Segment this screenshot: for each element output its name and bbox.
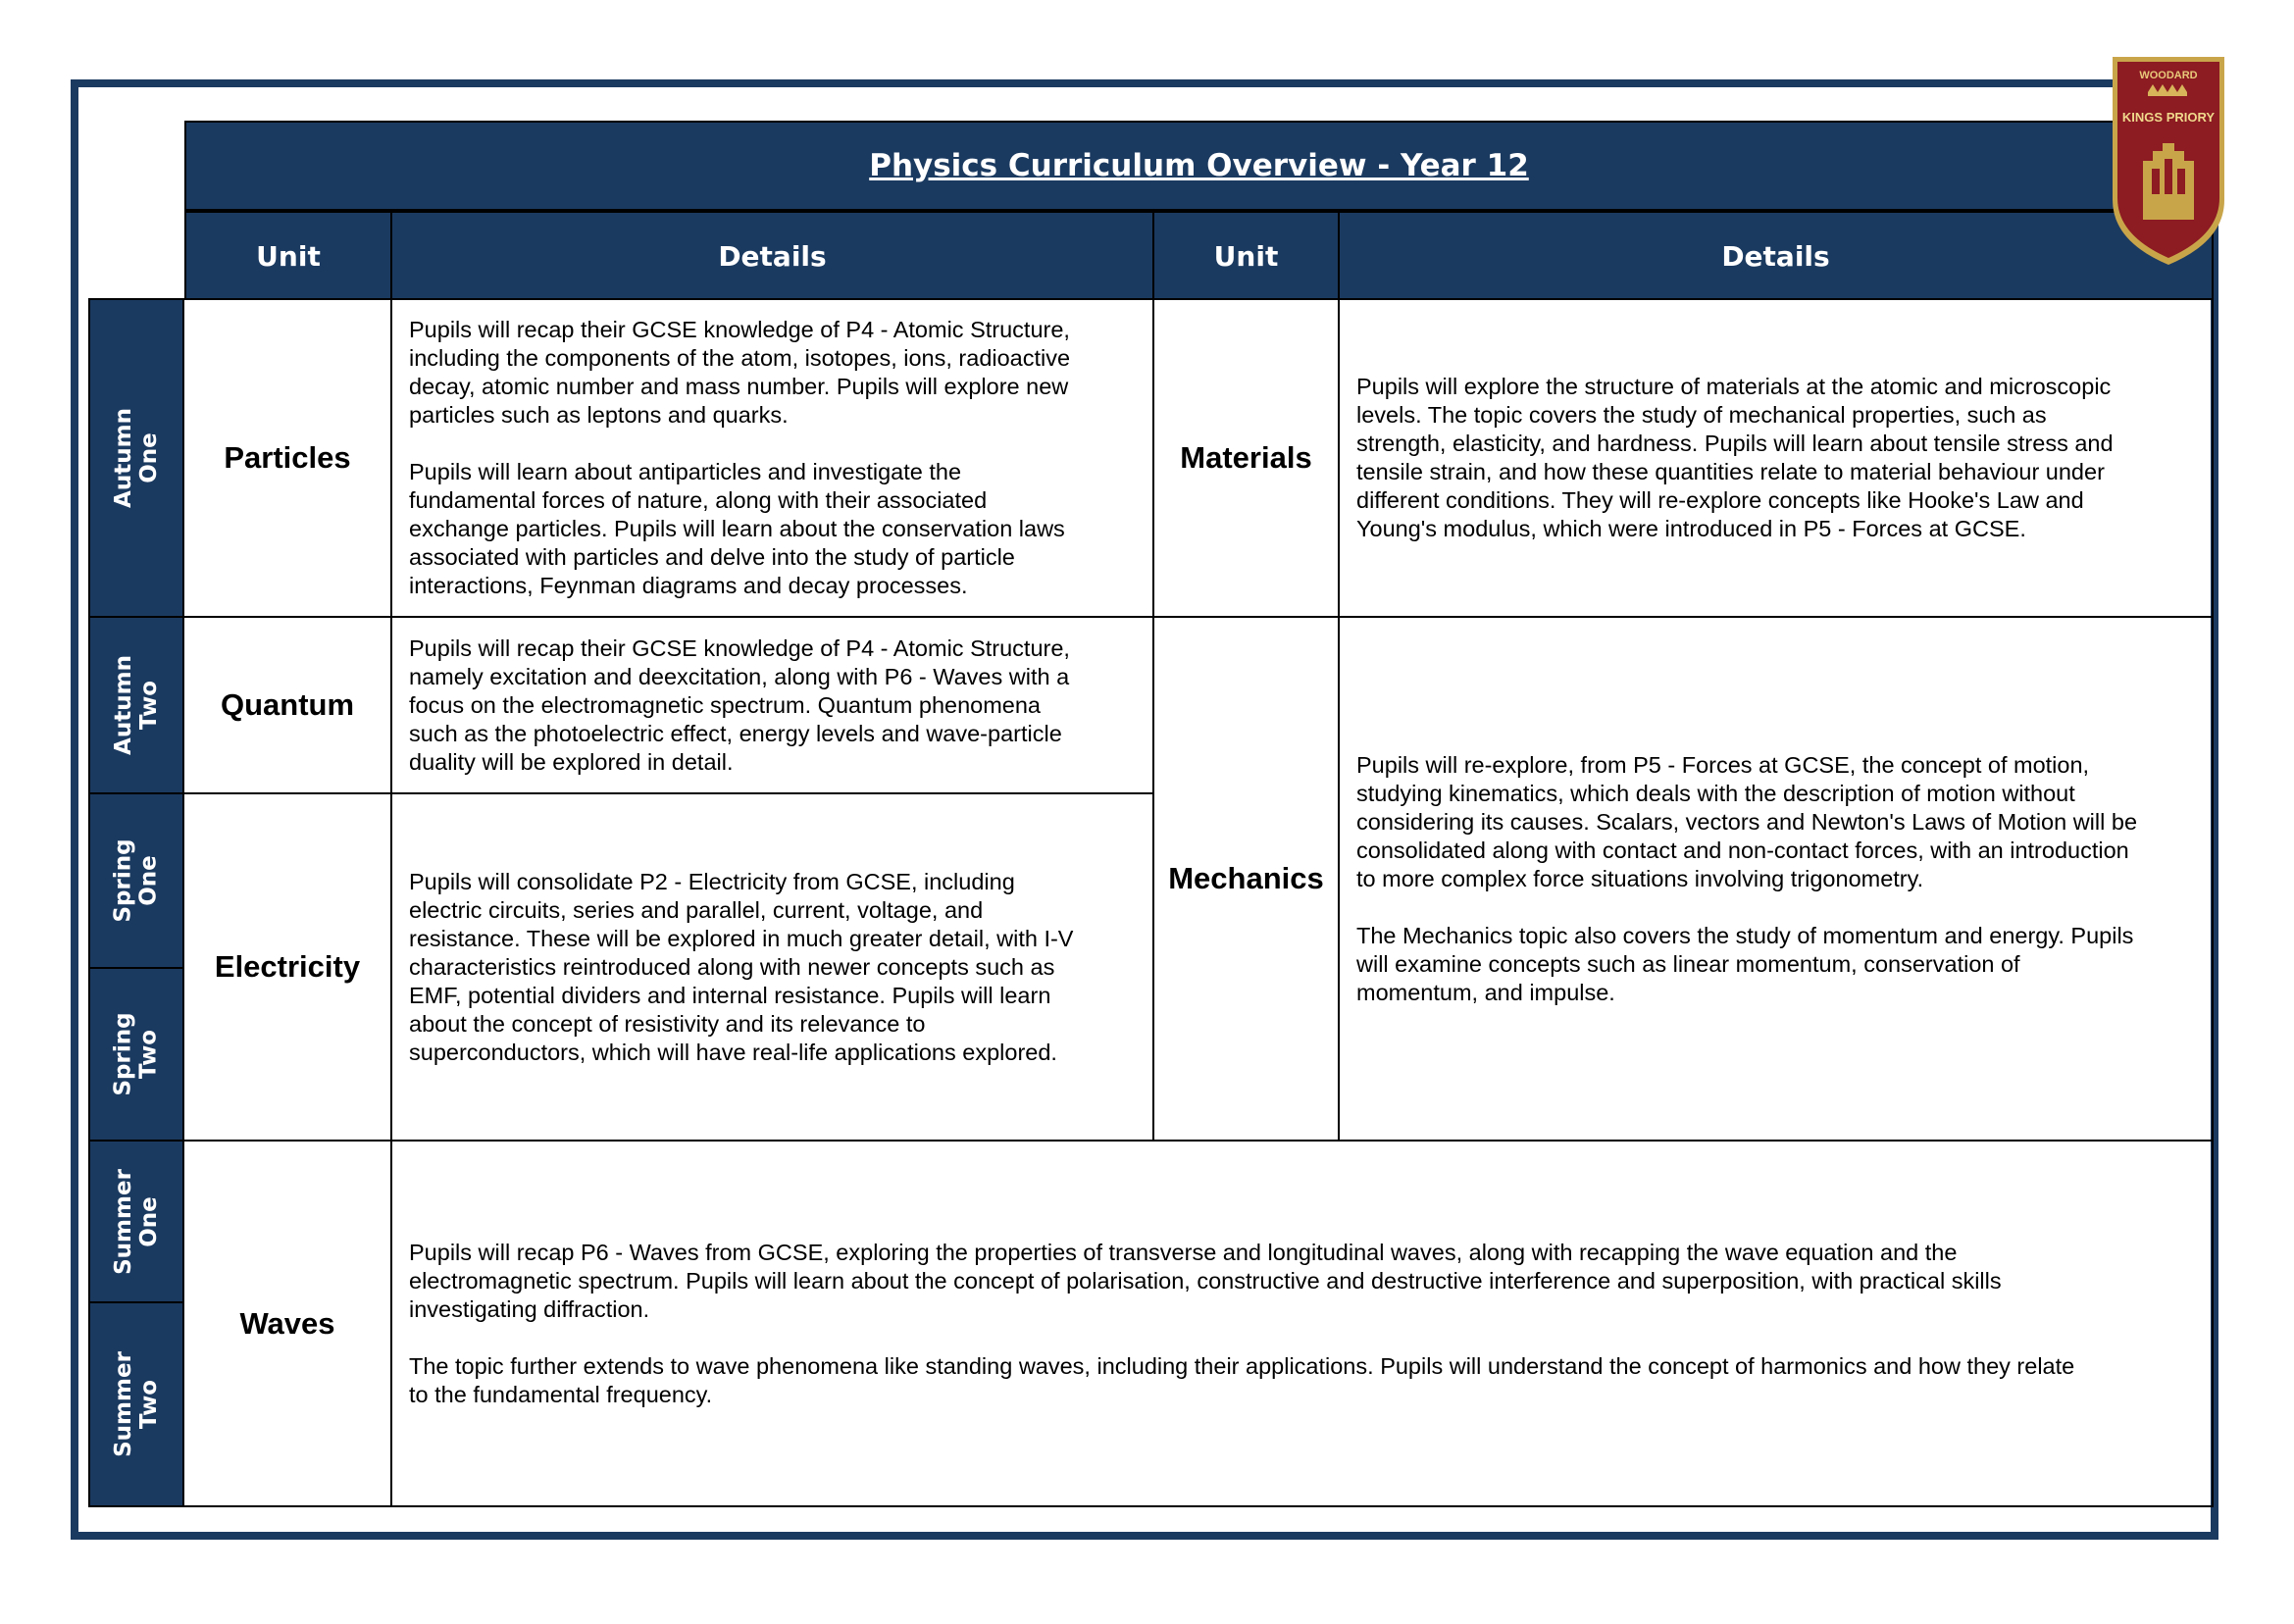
details-electricity (390, 792, 1154, 1142)
term-label: Autumn Two (111, 655, 163, 755)
details-paragraph: The topic further extends to wave phenomena like standing waves, including their applications. Pupils will understand the concept of harmonics and how they relate to the fundamental frequency. (409, 1352, 2075, 1407)
unit-quantum: Quantum (182, 616, 392, 794)
unit-materials: Materials (1152, 298, 1340, 618)
details-mechanics (1338, 616, 2214, 1142)
logo-name: KINGS PRIORY (2121, 110, 2216, 125)
header-unit-1: Unit (184, 211, 392, 300)
term-label: Autumn One (111, 408, 163, 508)
details-materials (1338, 298, 2214, 618)
details-paragraph: Pupils will re-explore, from P5 - Forces at GCSE, the concept of motion, studying kinematics, which deals with the description of motion without considering its causes. Scalars, vectors and Newton's Laws of Motion will be consolidated along with contact and non-contact forces, with an introduction to more complex force situations involving trigonometry. (1356, 751, 2138, 891)
term-label: Spring One (111, 838, 162, 923)
details-particles (390, 298, 1154, 618)
header-details-2: Details (1340, 211, 2214, 300)
term-autumn-one (88, 298, 184, 618)
unit-electricity: Electricity (182, 792, 392, 1142)
details-paragraph: Pupils will recap their GCSE knowledge of P4 - Atomic Structure, including the components of the atom, isotopes, ions, radioactive decay, atomic number and mass number. Pupils will explore new particles such as leptons and quarks. (409, 317, 1071, 428)
curriculum-table (88, 121, 2214, 1507)
term-spring-one (88, 792, 184, 969)
page-title: Physics Curriculum Overview - Year 12 (184, 121, 2214, 211)
term-label: Spring Two (111, 1012, 162, 1096)
details-paragraph: Pupils will explore the structure of materials at the atomic and microscopic levels. The topic covers the study of mechanical properties, such as strength, elasticity, and hardness. Pupils will learn about tensile stress and tensile strain, and how these quantities relate to material behaviour under different conditions. They will re-explore concepts like Hooke's Law and Young's modulus, which were introduced in P5 - Forces at GCSE. (1356, 374, 2114, 541)
term-label: Summer Two (111, 1351, 162, 1457)
term-summer-two (88, 1301, 184, 1507)
term-spring-two (88, 967, 184, 1142)
header-details-1: Details (392, 211, 1154, 300)
details-paragraph: The Mechanics topic also covers the study of momentum and energy. Pupils will examine concepts such as linear momentum, conservation of momentum, and impulse. (1356, 922, 2134, 1005)
term-label: Summer One (111, 1168, 162, 1275)
details-paragraph: Pupils will recap P6 - Waves from GCSE, exploring the properties of transverse and longitudinal waves, along with recapping the wave equation and the electromagnetic spectrum. Pupils will learn about the concept of polarisation, constructive and destructive interference and superposition, with practical skills investigating diffraction. (409, 1239, 2002, 1322)
details-waves (390, 1140, 2214, 1507)
details-paragraph: Pupils will consolidate P2 - Electricity from GCSE, including electric circuits, series and parallel, current, voltage, and resistance. These will be explored in much greater detail, with I-V characteristics reintroduced along with newer concepts such as EMF, potential dividers and internal resistance. Pupils will learn about the concept of resistivity and its relevance to superconductors, which will have real-life applications explored. (409, 868, 1074, 1065)
logo-top-text: WOODARD (2139, 70, 2198, 81)
details-quantum (390, 616, 1154, 794)
header-unit-2: Unit (1154, 211, 1340, 300)
term-autumn-two (88, 616, 184, 794)
details-paragraph: Pupils will learn about antiparticles and investigate the fundamental forces of nature, along with their associated exchange particles. Pupils will learn about the conservation laws associated with particles and delve into the study of particle interactions, Feynman diagrams and decay processes. (409, 459, 1065, 598)
school-crest-logo (2109, 53, 2228, 269)
unit-particles: Particles (182, 298, 392, 618)
unit-waves: Waves (182, 1140, 392, 1507)
term-summer-one (88, 1140, 184, 1303)
unit-mechanics: Mechanics (1152, 616, 1340, 1142)
details-paragraph: Pupils will recap their GCSE knowledge of P4 - Atomic Structure, namely excitation and deexcitation, along with P6 - Waves with a focus on the electromagnetic spectrum. Quantum phenomena such as the photoelectric effect, energy levels and wave-particle duality will be explored in detail. (409, 634, 1070, 775)
